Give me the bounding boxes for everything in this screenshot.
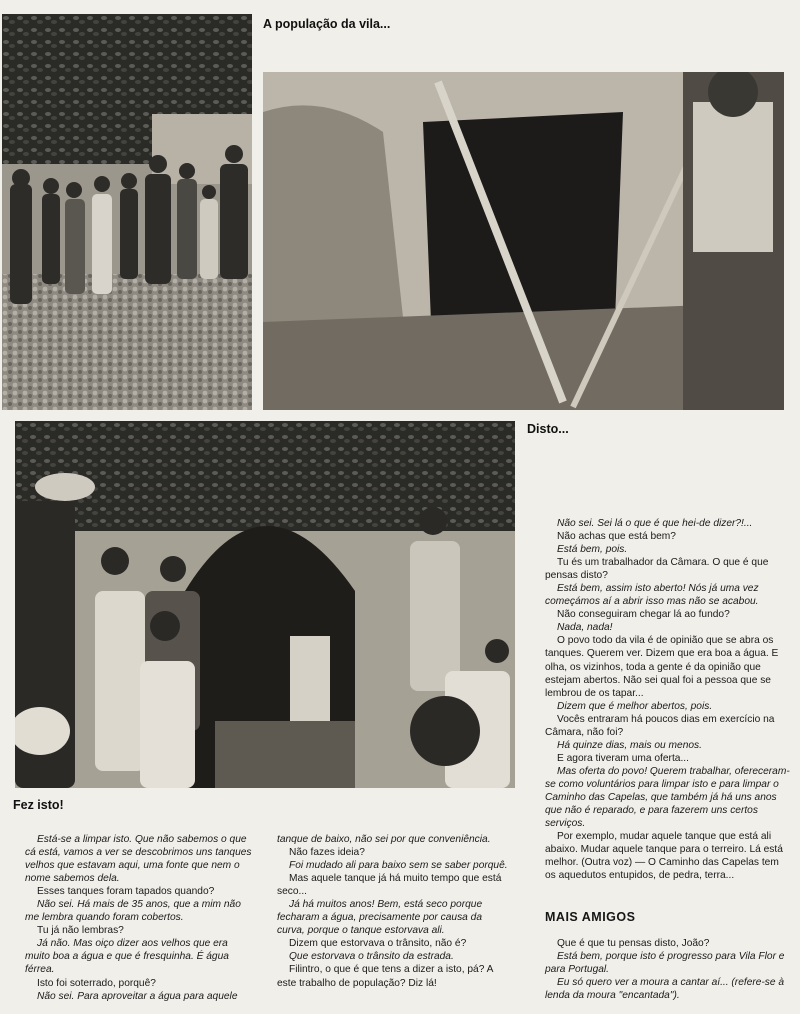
paragraph: Que é que tu pensas disto, João? xyxy=(557,938,710,949)
paragraph: Está bem, assim isto aberto! Nós já uma vez começámos aí a abrir isso mas não se acabou. xyxy=(545,583,759,608)
caption-disto: Disto... xyxy=(527,422,569,436)
section-mais-amigos-body xyxy=(545,937,791,1002)
paragraph: Há quinze dias, mais ou menos. xyxy=(557,739,702,751)
paragraph: Eu só quero ver a moura a cantar aí... (refere-se à lenda da moura "encantada"). xyxy=(545,977,785,1002)
caption-population: A população da vila... xyxy=(263,17,391,31)
paragraph: Mas aquele tanque já há muito tempo que está seco... xyxy=(277,873,502,898)
paragraph: Esses tanques foram tapados quando? xyxy=(37,886,215,898)
paragraph: E agora tiveram uma oferta... xyxy=(557,752,689,764)
photo-tank-workers xyxy=(15,421,515,788)
paragraph: Não sei. Há mais de 35 anos, que a mim não me lembra quando foram cobertos. xyxy=(25,899,241,924)
paragraph: Não achas que está bem? xyxy=(557,531,676,543)
paragraph: Isto foi soterrado, porquê? xyxy=(37,977,156,989)
paragraph: Dizem que é melhor abertos, pois. xyxy=(557,700,713,712)
paragraph: Está-se a limpar isto. Que não sabemos o que cá está, vamos a ver se descobrimos uns tanques velhos que estavam aqui, uma fonte que nem o nome sabemos dela. xyxy=(25,834,252,885)
paragraph: Que estorvava o trânsito da estrada. xyxy=(289,951,454,963)
paragraph: Filintro, o que é que tens a dizer a isto, pá? A este trabalho de população? Diz lá! xyxy=(277,964,493,989)
paragraph: Por exemplo, mudar aquele tanque que está ali abaixo. Mudar aquele tanque para o terreiro. Lá está melhor. (Outra voz) — O Caminho das Capelas tem os aquedutos entupidos, de pedra, terra... xyxy=(545,831,783,882)
paragraph: Está bem, pois. xyxy=(557,544,628,556)
paragraph: Vocês entraram há poucos dias em exercício na Câmara, não foi? xyxy=(545,713,775,738)
paragraph: O povo todo da vila é de opinião que se abra os tanques. Querem ver. Dizem que era boa a água. E olha, os vizinhos, toda a gente é da opinião que estejam abertos. Não sei qual foi a pessoa que se lembrou de os tapar... xyxy=(545,635,779,699)
paragraph: Já não. Mas oiço dizer aos velhos que era muito boa a água e que é fresquinha. É água férrea. xyxy=(25,938,229,976)
paragraph: Não sei. Para aproveitar a água para aquele xyxy=(37,990,238,1002)
paragraph: tanque de baixo, não sei por que conveniência. xyxy=(277,834,491,845)
caption-fez-isto: Fez isto! xyxy=(13,798,64,812)
interview-column-right xyxy=(545,517,791,882)
paragraph: Tu és um trabalhador da Câmara. O que é que pensas disto? xyxy=(545,557,769,582)
paragraph: Nada, nada! xyxy=(557,622,613,634)
paragraph: Não sei. Sei lá o que é que hei-de dizer?!... xyxy=(557,518,753,529)
interview-column-left xyxy=(25,833,253,1003)
paragraph: Tu já não lembras? xyxy=(37,925,124,937)
section-title-mais-amigos: MAIS AMIGOS xyxy=(545,910,636,924)
paragraph: Está bem, porque isto é progresso para Vila Flor e para Portugal. xyxy=(545,951,785,976)
photo-crowd xyxy=(2,14,252,410)
paragraph: Não conseguiram chegar lá ao fundo? xyxy=(557,609,730,621)
photo-arch-closeup xyxy=(263,72,784,410)
paragraph: Dizem que estorvava o trânsito, não é? xyxy=(289,938,467,950)
paragraph: Não fazes ideia? xyxy=(289,847,365,859)
paragraph: Mas oferta do povo! Querem trabalhar, ofereceram-se como voluntários para limpar isto e para limpar o Caminho das Capelas, que também já há uns anos que não é reparado, e para fazerem uns certos serviços. xyxy=(545,765,790,830)
paragraph: Já há muitos anos! Bem, está seco porque fecharam a água, precisamente por causa da curva, porque o tanque estorvava ali. xyxy=(277,899,483,937)
interview-column-middle xyxy=(277,833,511,990)
paragraph: Foi mudado ali para baixo sem se saber porquê. xyxy=(289,860,508,872)
